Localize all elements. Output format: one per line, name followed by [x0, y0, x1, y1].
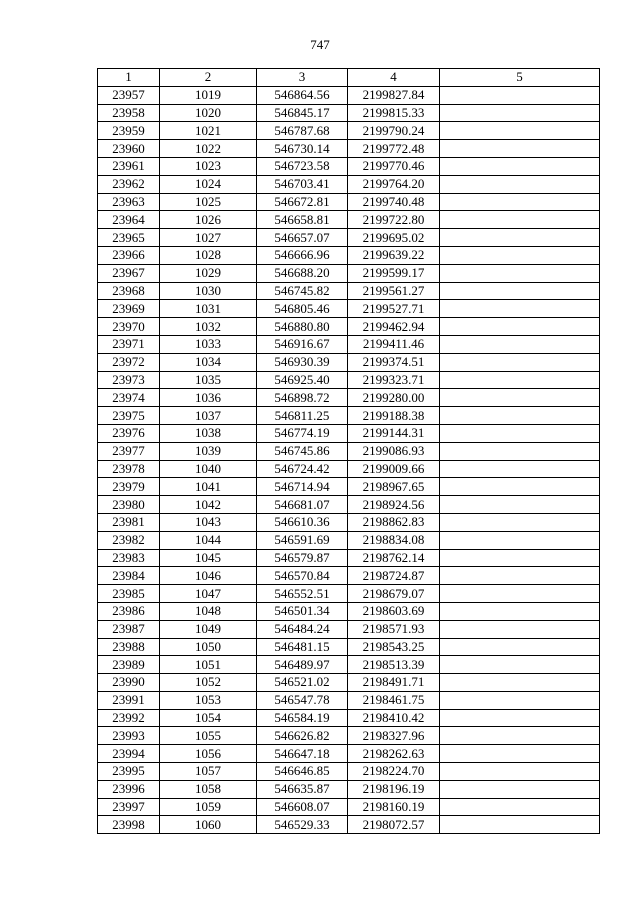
- table-row: [98, 656, 600, 674]
- table-row: [98, 709, 600, 727]
- row-number-cell: 23958: [98, 104, 160, 122]
- note-cell: [440, 585, 600, 603]
- x-coordinate-cell: 546570.84: [257, 567, 348, 585]
- x-coordinate-cell: 546584.19: [257, 709, 348, 727]
- x-coordinate-cell: 546845.17: [257, 104, 348, 122]
- x-coordinate-cell: 546805.46: [257, 300, 348, 318]
- note-cell: [440, 193, 600, 211]
- table-row: [98, 175, 600, 193]
- table-row: [98, 602, 600, 620]
- coordinates-table: [97, 68, 600, 834]
- table-row: [98, 478, 600, 496]
- note-cell: [440, 763, 600, 781]
- row-number-cell: 23986: [98, 602, 160, 620]
- x-coordinate-cell: 546774.19: [257, 424, 348, 442]
- table-row: [98, 264, 600, 282]
- table-row: [98, 300, 600, 318]
- note-cell: [440, 496, 600, 514]
- x-coordinate-cell: 546547.78: [257, 691, 348, 709]
- y-coordinate-cell: 2199144.31: [348, 424, 440, 442]
- y-coordinate-cell: 2198834.08: [348, 531, 440, 549]
- page-number: 747: [310, 37, 330, 52]
- note-cell: [440, 780, 600, 798]
- note-cell: [440, 691, 600, 709]
- point-number-cell: 1043: [160, 513, 257, 531]
- row-number-cell: 23965: [98, 229, 160, 247]
- row-number-cell: 23970: [98, 318, 160, 336]
- y-coordinate-cell: 2199722.80: [348, 211, 440, 229]
- x-coordinate-cell: 546626.82: [257, 727, 348, 745]
- x-coordinate-cell: 546484.24: [257, 620, 348, 638]
- y-coordinate-cell: 2199770.46: [348, 157, 440, 175]
- table-row: [98, 86, 600, 104]
- x-coordinate-cell: 546481.15: [257, 638, 348, 656]
- point-number-cell: 1030: [160, 282, 257, 300]
- y-coordinate-cell: 2198603.69: [348, 602, 440, 620]
- point-number-cell: 1021: [160, 122, 257, 140]
- note-cell: [440, 549, 600, 567]
- point-number-cell: 1046: [160, 567, 257, 585]
- column-header-3: 3: [257, 69, 348, 87]
- y-coordinate-cell: 2198924.56: [348, 496, 440, 514]
- x-coordinate-cell: 546723.58: [257, 157, 348, 175]
- point-number-cell: 1037: [160, 407, 257, 425]
- y-coordinate-cell: 2198571.93: [348, 620, 440, 638]
- y-coordinate-cell: 2199599.17: [348, 264, 440, 282]
- point-number-cell: 1025: [160, 193, 257, 211]
- table-row: [98, 674, 600, 692]
- x-coordinate-cell: 546647.18: [257, 745, 348, 763]
- table-row: [98, 727, 600, 745]
- row-number-cell: 23971: [98, 335, 160, 353]
- row-number-cell: 23962: [98, 175, 160, 193]
- y-coordinate-cell: 2199561.27: [348, 282, 440, 300]
- row-number-cell: 23959: [98, 122, 160, 140]
- y-coordinate-cell: 2199827.84: [348, 86, 440, 104]
- x-coordinate-cell: 546925.40: [257, 371, 348, 389]
- x-coordinate-cell: 546521.02: [257, 674, 348, 692]
- row-number-cell: 23973: [98, 371, 160, 389]
- point-number-cell: 1034: [160, 353, 257, 371]
- row-number-cell: 23980: [98, 496, 160, 514]
- point-number-cell: 1055: [160, 727, 257, 745]
- row-number-cell: 23982: [98, 531, 160, 549]
- note-cell: [440, 513, 600, 531]
- x-coordinate-cell: 546714.94: [257, 478, 348, 496]
- table-row: [98, 442, 600, 460]
- y-coordinate-cell: 2199772.48: [348, 140, 440, 158]
- row-number-cell: 23966: [98, 246, 160, 264]
- y-coordinate-cell: 2199639.22: [348, 246, 440, 264]
- note-cell: [440, 816, 600, 834]
- point-number-cell: 1053: [160, 691, 257, 709]
- y-coordinate-cell: 2199790.24: [348, 122, 440, 140]
- note-cell: [440, 709, 600, 727]
- x-coordinate-cell: 546635.87: [257, 780, 348, 798]
- y-coordinate-cell: 2198160.19: [348, 798, 440, 816]
- x-coordinate-cell: 546501.34: [257, 602, 348, 620]
- row-number-cell: 23975: [98, 407, 160, 425]
- table-row: [98, 246, 600, 264]
- point-number-cell: 1042: [160, 496, 257, 514]
- x-coordinate-cell: 546703.41: [257, 175, 348, 193]
- note-cell: [440, 620, 600, 638]
- row-number-cell: 23976: [98, 424, 160, 442]
- row-number-cell: 23960: [98, 140, 160, 158]
- point-number-cell: 1058: [160, 780, 257, 798]
- point-number-cell: 1038: [160, 424, 257, 442]
- table-row: [98, 620, 600, 638]
- column-header-4: 4: [348, 69, 440, 87]
- row-number-cell: 23972: [98, 353, 160, 371]
- row-number-cell: 23967: [98, 264, 160, 282]
- row-number-cell: 23968: [98, 282, 160, 300]
- point-number-cell: 1041: [160, 478, 257, 496]
- note-cell: [440, 229, 600, 247]
- point-number-cell: 1039: [160, 442, 257, 460]
- header-row: [98, 69, 600, 87]
- table-row: [98, 567, 600, 585]
- y-coordinate-cell: 2198491.71: [348, 674, 440, 692]
- point-number-cell: 1049: [160, 620, 257, 638]
- x-coordinate-cell: 546489.97: [257, 656, 348, 674]
- point-number-cell: 1035: [160, 371, 257, 389]
- table-row: [98, 745, 600, 763]
- y-coordinate-cell: 2198967.65: [348, 478, 440, 496]
- column-header-1: 1: [98, 69, 160, 87]
- table-body: [98, 86, 600, 833]
- x-coordinate-cell: 546591.69: [257, 531, 348, 549]
- column-header-2: 2: [160, 69, 257, 87]
- y-coordinate-cell: 2199695.02: [348, 229, 440, 247]
- x-coordinate-cell: 546681.07: [257, 496, 348, 514]
- table-row: [98, 104, 600, 122]
- x-coordinate-cell: 546688.20: [257, 264, 348, 282]
- note-cell: [440, 318, 600, 336]
- x-coordinate-cell: 546730.14: [257, 140, 348, 158]
- note-cell: [440, 745, 600, 763]
- note-cell: [440, 264, 600, 282]
- point-number-cell: 1057: [160, 763, 257, 781]
- y-coordinate-cell: 2198224.70: [348, 763, 440, 781]
- note-cell: [440, 567, 600, 585]
- point-number-cell: 1059: [160, 798, 257, 816]
- x-coordinate-cell: 546787.68: [257, 122, 348, 140]
- x-coordinate-cell: 546672.81: [257, 193, 348, 211]
- row-number-cell: 23978: [98, 460, 160, 478]
- y-coordinate-cell: 2199411.46: [348, 335, 440, 353]
- row-number-cell: 23988: [98, 638, 160, 656]
- table-row: [98, 763, 600, 781]
- row-number-cell: 23984: [98, 567, 160, 585]
- point-number-cell: 1031: [160, 300, 257, 318]
- point-number-cell: 1050: [160, 638, 257, 656]
- y-coordinate-cell: 2199462.94: [348, 318, 440, 336]
- row-number-cell: 23957: [98, 86, 160, 104]
- x-coordinate-cell: 546745.82: [257, 282, 348, 300]
- x-coordinate-cell: 546579.87: [257, 549, 348, 567]
- row-number-cell: 23977: [98, 442, 160, 460]
- y-coordinate-cell: 2198262.63: [348, 745, 440, 763]
- point-number-cell: 1047: [160, 585, 257, 603]
- row-number-cell: 23974: [98, 389, 160, 407]
- row-number-cell: 23964: [98, 211, 160, 229]
- note-cell: [440, 353, 600, 371]
- row-number-cell: 23969: [98, 300, 160, 318]
- note-cell: [440, 175, 600, 193]
- y-coordinate-cell: 2199188.38: [348, 407, 440, 425]
- x-coordinate-cell: 546898.72: [257, 389, 348, 407]
- x-coordinate-cell: 546529.33: [257, 816, 348, 834]
- table-row: [98, 513, 600, 531]
- y-coordinate-cell: 2199740.48: [348, 193, 440, 211]
- note-cell: [440, 371, 600, 389]
- row-number-cell: 23961: [98, 157, 160, 175]
- point-number-cell: 1027: [160, 229, 257, 247]
- note-cell: [440, 674, 600, 692]
- x-coordinate-cell: 546745.86: [257, 442, 348, 460]
- y-coordinate-cell: 2199374.51: [348, 353, 440, 371]
- table-row: [98, 193, 600, 211]
- note-cell: [440, 246, 600, 264]
- x-coordinate-cell: 546880.80: [257, 318, 348, 336]
- x-coordinate-cell: 546608.07: [257, 798, 348, 816]
- x-coordinate-cell: 546657.07: [257, 229, 348, 247]
- x-coordinate-cell: 546930.39: [257, 353, 348, 371]
- point-number-cell: 1056: [160, 745, 257, 763]
- table-row: [98, 638, 600, 656]
- row-number-cell: 23994: [98, 745, 160, 763]
- point-number-cell: 1048: [160, 602, 257, 620]
- y-coordinate-cell: 2199815.33: [348, 104, 440, 122]
- row-number-cell: 23996: [98, 780, 160, 798]
- y-coordinate-cell: 2198513.39: [348, 656, 440, 674]
- table-row: [98, 371, 600, 389]
- point-number-cell: 1045: [160, 549, 257, 567]
- row-number-cell: 23963: [98, 193, 160, 211]
- row-number-cell: 23983: [98, 549, 160, 567]
- table-row: [98, 691, 600, 709]
- row-number-cell: 23981: [98, 513, 160, 531]
- note-cell: [440, 389, 600, 407]
- point-number-cell: 1033: [160, 335, 257, 353]
- y-coordinate-cell: 2199086.93: [348, 442, 440, 460]
- y-coordinate-cell: 2198679.07: [348, 585, 440, 603]
- note-cell: [440, 122, 600, 140]
- note-cell: [440, 211, 600, 229]
- y-coordinate-cell: 2198724.87: [348, 567, 440, 585]
- note-cell: [440, 104, 600, 122]
- x-coordinate-cell: 546666.96: [257, 246, 348, 264]
- point-number-cell: 1020: [160, 104, 257, 122]
- table-row: [98, 157, 600, 175]
- note-cell: [440, 407, 600, 425]
- note-cell: [440, 86, 600, 104]
- table-row: [98, 531, 600, 549]
- table-row: [98, 229, 600, 247]
- point-number-cell: 1022: [160, 140, 257, 158]
- x-coordinate-cell: 546864.56: [257, 86, 348, 104]
- table-row: [98, 549, 600, 567]
- point-number-cell: 1036: [160, 389, 257, 407]
- note-cell: [440, 424, 600, 442]
- column-header-5: 5: [440, 69, 600, 87]
- note-cell: [440, 798, 600, 816]
- row-number-cell: 23985: [98, 585, 160, 603]
- point-number-cell: 1028: [160, 246, 257, 264]
- note-cell: [440, 282, 600, 300]
- note-cell: [440, 602, 600, 620]
- table-row: [98, 780, 600, 798]
- point-number-cell: 1060: [160, 816, 257, 834]
- note-cell: [440, 140, 600, 158]
- x-coordinate-cell: 546552.51: [257, 585, 348, 603]
- row-number-cell: 23987: [98, 620, 160, 638]
- table-row: [98, 460, 600, 478]
- note-cell: [440, 531, 600, 549]
- table-row: [98, 407, 600, 425]
- note-cell: [440, 300, 600, 318]
- y-coordinate-cell: 2198862.83: [348, 513, 440, 531]
- point-number-cell: 1019: [160, 86, 257, 104]
- point-number-cell: 1054: [160, 709, 257, 727]
- y-coordinate-cell: 2198461.75: [348, 691, 440, 709]
- x-coordinate-cell: 546610.36: [257, 513, 348, 531]
- y-coordinate-cell: 2198327.96: [348, 727, 440, 745]
- note-cell: [440, 335, 600, 353]
- table-header: [98, 69, 600, 87]
- point-number-cell: 1023: [160, 157, 257, 175]
- table-row: [98, 211, 600, 229]
- note-cell: [440, 442, 600, 460]
- point-number-cell: 1024: [160, 175, 257, 193]
- point-number-cell: 1040: [160, 460, 257, 478]
- note-cell: [440, 656, 600, 674]
- y-coordinate-cell: 2198072.57: [348, 816, 440, 834]
- note-cell: [440, 478, 600, 496]
- x-coordinate-cell: 546646.85: [257, 763, 348, 781]
- note-cell: [440, 638, 600, 656]
- row-number-cell: 23998: [98, 816, 160, 834]
- point-number-cell: 1029: [160, 264, 257, 282]
- table-row: [98, 282, 600, 300]
- table-row: [98, 353, 600, 371]
- table-row: [98, 585, 600, 603]
- point-number-cell: 1044: [160, 531, 257, 549]
- table-row: [98, 122, 600, 140]
- table-row: [98, 798, 600, 816]
- table-row: [98, 424, 600, 442]
- y-coordinate-cell: 2199527.71: [348, 300, 440, 318]
- point-number-cell: 1052: [160, 674, 257, 692]
- y-coordinate-cell: 2198410.42: [348, 709, 440, 727]
- row-number-cell: 23995: [98, 763, 160, 781]
- y-coordinate-cell: 2198196.19: [348, 780, 440, 798]
- note-cell: [440, 157, 600, 175]
- y-coordinate-cell: 2198762.14: [348, 549, 440, 567]
- row-number-cell: 23991: [98, 691, 160, 709]
- point-number-cell: 1032: [160, 318, 257, 336]
- x-coordinate-cell: 546658.81: [257, 211, 348, 229]
- y-coordinate-cell: 2198543.25: [348, 638, 440, 656]
- row-number-cell: 23989: [98, 656, 160, 674]
- row-number-cell: 23997: [98, 798, 160, 816]
- table-row: [98, 318, 600, 336]
- y-coordinate-cell: 2199280.00: [348, 389, 440, 407]
- row-number-cell: 23990: [98, 674, 160, 692]
- table-row: [98, 496, 600, 514]
- row-number-cell: 23992: [98, 709, 160, 727]
- x-coordinate-cell: 546916.67: [257, 335, 348, 353]
- table-row: [98, 140, 600, 158]
- x-coordinate-cell: 546811.25: [257, 407, 348, 425]
- table-row: [98, 816, 600, 834]
- table-row: [98, 389, 600, 407]
- note-cell: [440, 460, 600, 478]
- table-row: [98, 335, 600, 353]
- point-number-cell: 1026: [160, 211, 257, 229]
- note-cell: [440, 727, 600, 745]
- y-coordinate-cell: 2199764.20: [348, 175, 440, 193]
- y-coordinate-cell: 2199009.66: [348, 460, 440, 478]
- x-coordinate-cell: 546724.42: [257, 460, 348, 478]
- row-number-cell: 23979: [98, 478, 160, 496]
- point-number-cell: 1051: [160, 656, 257, 674]
- y-coordinate-cell: 2199323.71: [348, 371, 440, 389]
- row-number-cell: 23993: [98, 727, 160, 745]
